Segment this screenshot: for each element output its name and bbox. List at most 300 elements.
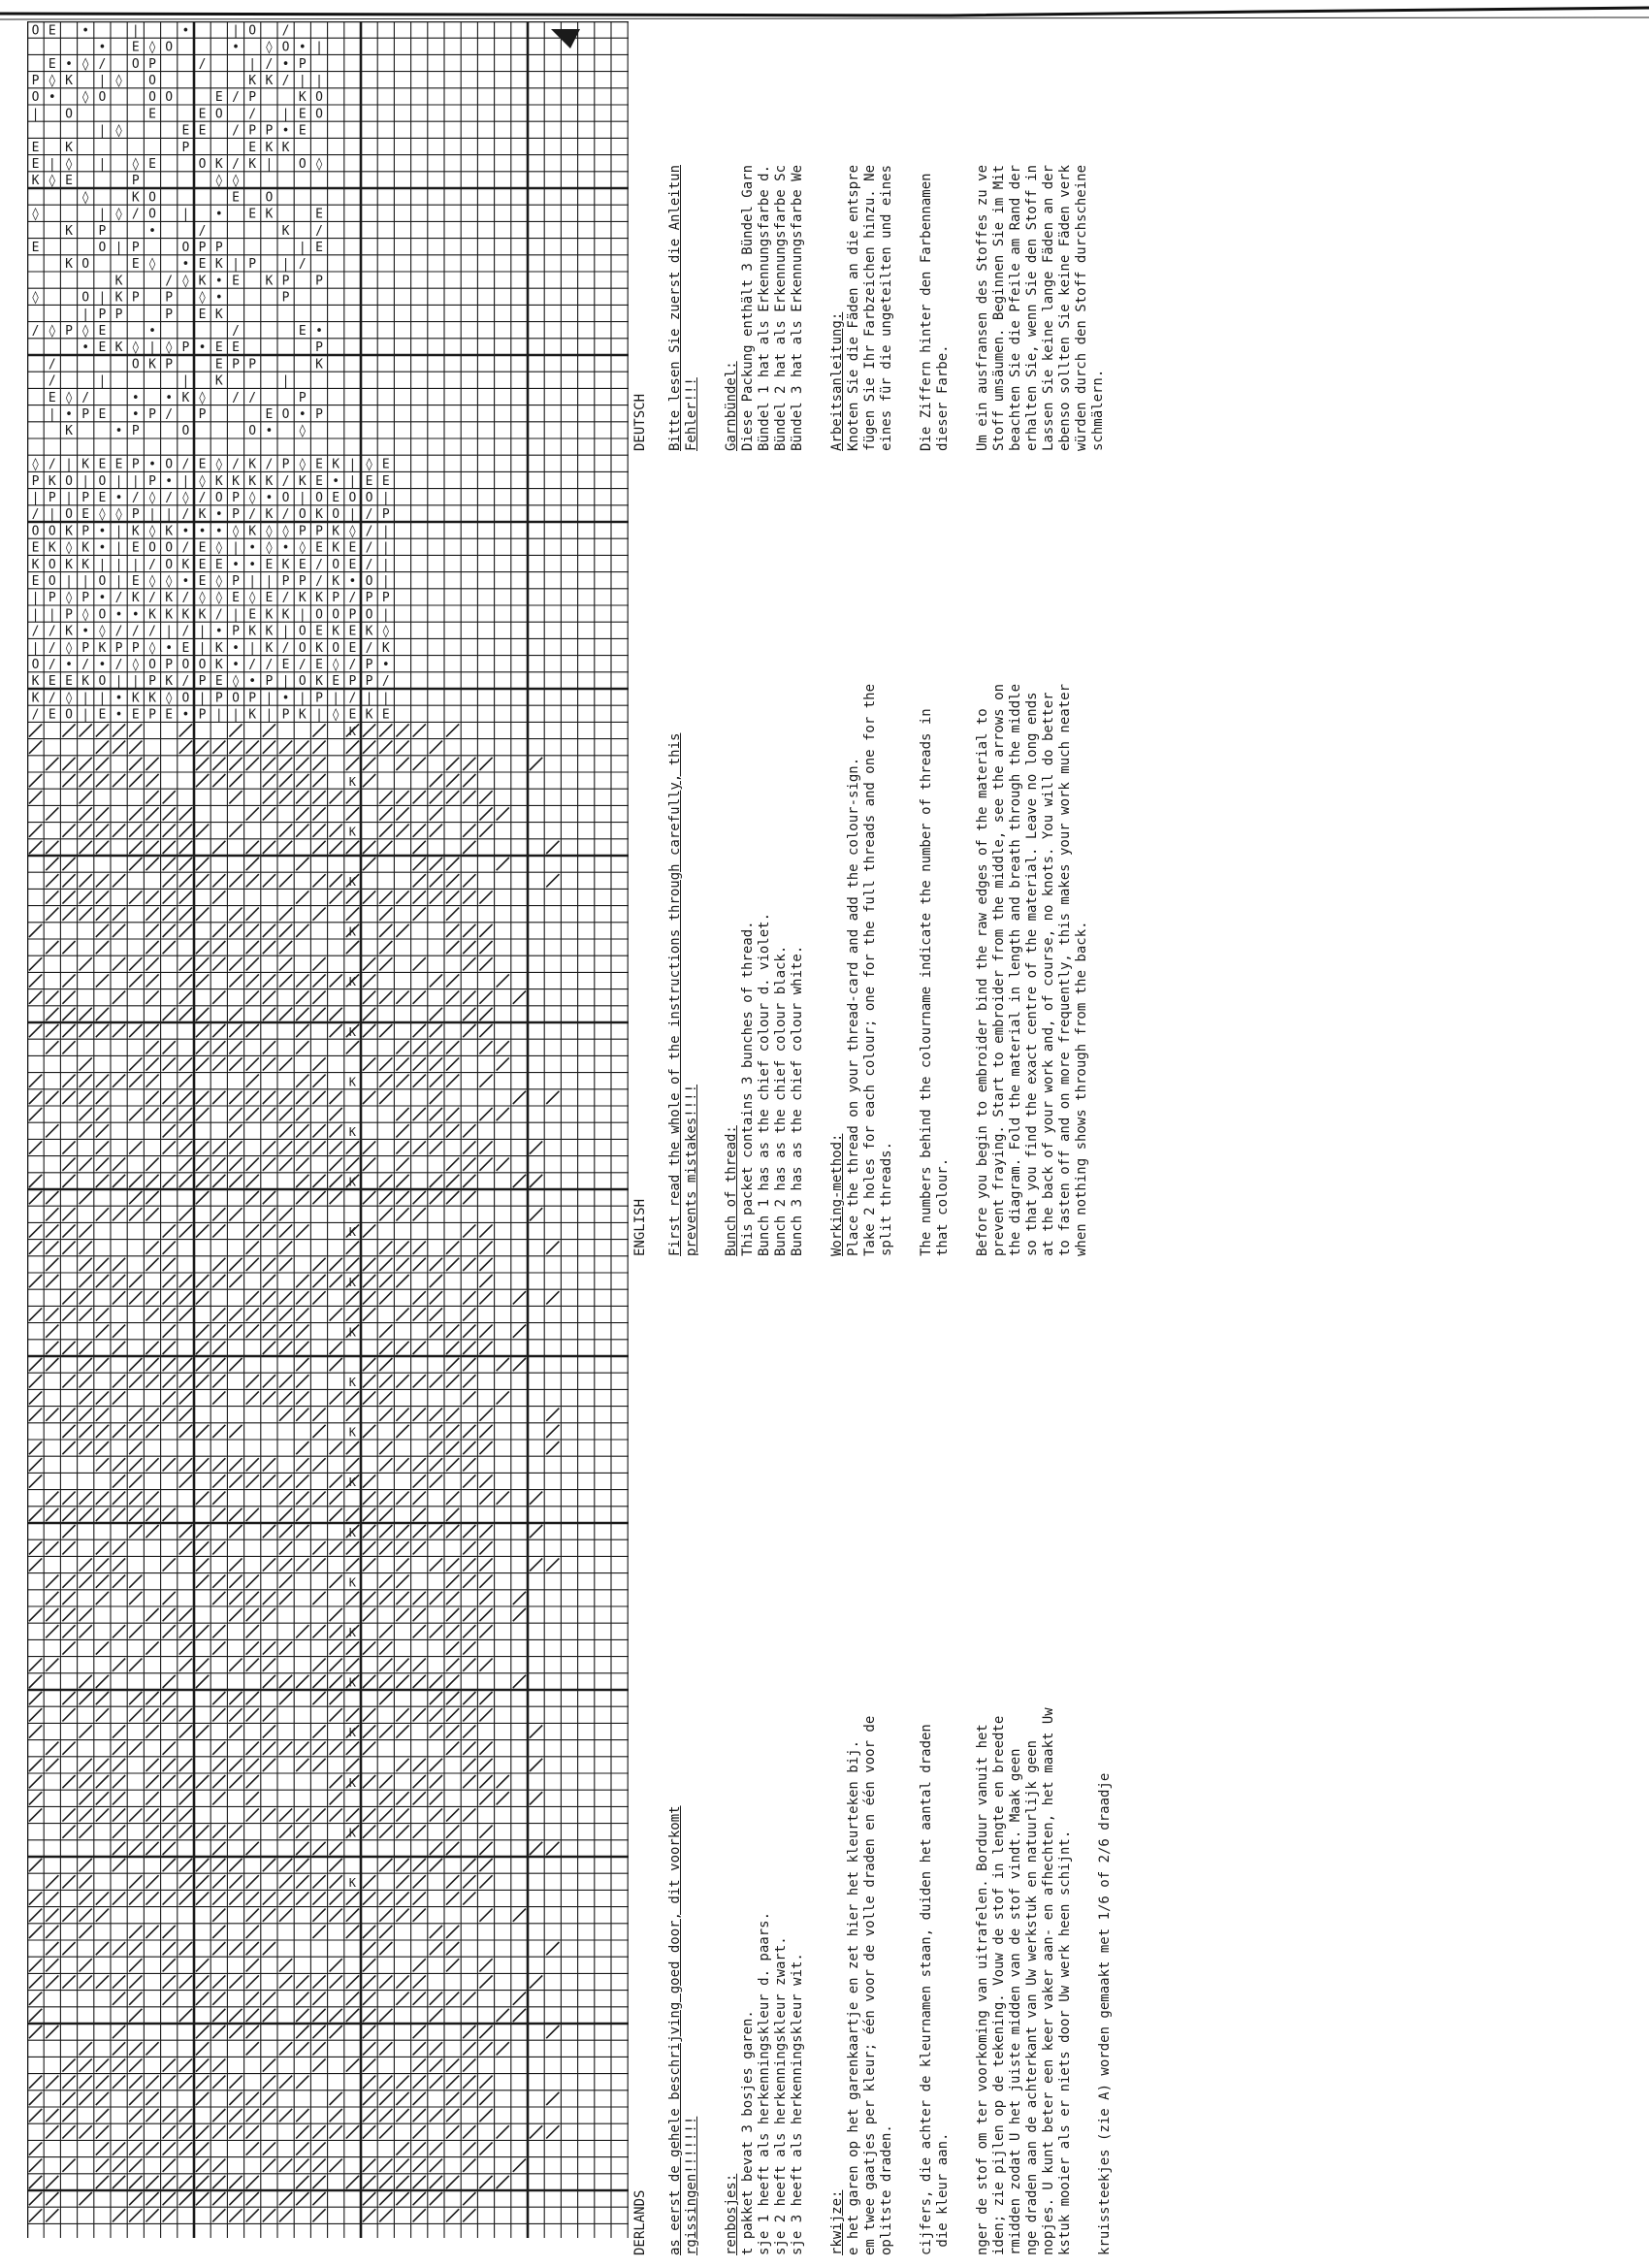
chart-symbol: | [98,123,107,139]
chart-symbol: K [348,774,357,789]
chart-symbol: K [81,674,90,690]
chart-symbol: O [81,290,90,306]
chart-symbol: | [265,157,274,172]
chart-symbol: K [148,607,156,623]
chart-symbol: K [248,707,257,723]
chart-symbol: ◊ [381,624,390,639]
dutch-heading: DERLANDS [632,2189,648,2255]
chart-symbol: ◊ [148,574,156,589]
english-intro [667,558,700,1256]
chart-symbol: ◊ [81,607,90,623]
chart-symbol: | [348,507,357,523]
chart-symbol: / [181,457,190,472]
chart-symbol: E [65,674,73,690]
chart-symbol: | [298,74,307,88]
chart-symbol: E [65,174,73,189]
chart-symbol: / [365,540,373,556]
chart-symbol: K [114,274,123,289]
chart-symbol: O [214,107,223,122]
chart-symbol: P [232,357,240,373]
chart-symbol: O [198,658,207,672]
chart-symbol: K [332,624,340,639]
chart-symbol: / [48,373,56,389]
chart-symbol: O [65,107,73,122]
chart-symbol: O [65,707,73,723]
chart-symbol: • [214,524,223,539]
chart-symbol: ◊ [114,507,123,523]
chart-symbol: P [232,624,240,639]
chart-symbol: K [298,707,307,723]
chart-symbol: P [365,674,373,690]
chart-symbol: | [298,241,307,255]
text-line: beachten Sie die Pfeile am Rand der [1008,164,1023,451]
dutch-numbers [919,1557,952,2255]
chart-symbol: ◊ [148,491,156,505]
text-line: Take 2 holes for each colour; one for the full threads and one for the [862,683,878,1256]
chart-symbol: O [332,607,340,623]
chart-symbol: ◊ [348,524,357,539]
chart-symbol: K [265,507,274,523]
text-line: prevent fraying. Start to embroider from the middle, see the arrows on [991,683,1007,1256]
chart-symbol: K [348,825,357,839]
chart-symbol: | [48,507,56,523]
chart-symbol: P [315,691,323,706]
chart-symbol: / [248,658,257,672]
chart-symbol: ◊ [98,507,107,523]
chart-symbol: K [214,473,223,489]
chart-symbol: • [198,524,207,539]
english-method [829,558,895,1256]
chart-symbol: ◊ [265,524,274,539]
chart-symbol: K [65,74,73,88]
chart-symbol: ◊ [315,157,323,172]
chart-symbol: P [131,424,140,439]
text-line: würden durch den Stoff durchscheine [1074,164,1089,451]
chart-symbol: / [232,90,240,106]
intro-line: Fehler!!! [684,377,699,451]
text-line: sje 1 heeft als herkenningskleur d. paars. [757,1911,772,2255]
chart-symbol: O [348,491,357,505]
chart-symbol: / [348,691,357,706]
text-line: dieser Farbe. [935,344,951,451]
chart-symbol: | [381,574,390,589]
chart-symbol: | [98,207,107,222]
chart-symbol: K [248,74,257,88]
chart-symbol: P [181,140,190,155]
chart-symbol: • [65,56,73,72]
chart-symbol: O [298,624,307,639]
chart-symbol: / [48,624,56,639]
chart-symbol: K [265,640,274,656]
chart-symbol: ◊ [198,290,207,306]
chart-symbol: K [332,574,340,589]
chart-symbol: | [98,691,107,706]
chart-symbol: K [48,540,56,556]
chart-symbol: / [348,591,357,606]
chart-symbol: P [332,591,340,606]
chart-symbol: • [114,607,123,623]
chart-symbol: E [31,574,40,589]
chart-symbol: E [131,574,140,589]
chart-symbol: • [65,407,73,422]
chart-symbol: / [365,524,373,539]
chart-symbol: | [181,473,190,489]
chart-symbol: • [214,624,223,639]
chart-symbol: ◊ [114,207,123,222]
chart-symbol: O [148,540,156,556]
chart-symbol: P [81,640,90,656]
chart-symbol: P [198,674,207,690]
chart-symbol: / [265,56,274,72]
text-line: sje 3 heeft als herkenningskleur wit. [790,1953,805,2255]
chart-symbol: | [81,307,90,322]
text-line: the diagram. Fold the material in length and breath through the middle [1008,683,1023,1256]
chart-symbol: E [198,307,207,322]
chart-symbol: • [165,473,174,489]
chart-symbol: • [248,674,257,690]
chart-symbol: | [31,607,40,623]
chart-symbol: ◊ [48,74,56,88]
chart-symbol: • [232,658,240,672]
chart-symbol: • [131,407,140,422]
chart-symbol: | [48,157,56,172]
text-line: Bündel 2 hat als Erkennungsfarbe Sc [773,164,789,451]
chart-symbol: E [214,90,223,106]
chart-symbol: K [98,640,107,656]
chart-symbol: ◊ [214,174,223,189]
chart-symbol: | [114,674,123,690]
chart-symbol: E [232,591,240,606]
chart-symbol: P [165,307,174,322]
chart-symbol: E [114,457,123,472]
dutch-cross [1097,1557,1114,2255]
chart-symbol: K [65,624,73,639]
chart-symbol: | [298,491,307,505]
chart-symbol: • [181,707,190,723]
chart-symbol: K [348,1475,357,1490]
instructions-rotated [630,24,1329,2255]
chart-symbol: E [48,23,56,39]
chart-symbol: • [198,340,207,356]
chart-symbol: O [265,190,274,206]
chart-symbol: O [98,674,107,690]
chart-symbol: / [365,507,373,523]
chart-symbol: K [348,1826,357,1840]
chart-symbol: E [148,107,156,122]
chart-symbol: O [31,23,40,39]
chart-symbol: E [348,540,357,556]
chart-symbol: E [131,257,140,273]
chart-symbol: | [265,691,274,706]
chart-symbol: P [31,74,40,88]
intro-line: as eerst de gehele beschrijving goed door, dit voorkomt [667,1805,683,2255]
text-line: when nothing shows through from the back. [1074,921,1089,1256]
chart-symbol: O [248,424,257,439]
chart-symbol: K [348,1626,357,1639]
text-line: Bündel 1 hat als Erkennungsfarbe d. [757,164,772,451]
chart-symbol: O [315,491,323,505]
chart-symbol: K [198,507,207,523]
chart-symbol: P [315,274,323,289]
chart-symbol: P [365,591,373,606]
chart-symbol: / [315,557,323,572]
chart-symbol: O [48,557,56,572]
chart-symbol: | [65,491,73,505]
chart-symbol: ◊ [265,540,274,556]
section-heading: Bunch of thread: [724,1125,739,1256]
chart-symbol: | [232,540,240,556]
chart-symbol: K [265,607,274,623]
chart-symbol: | [148,507,156,523]
chart-symbol: | [381,540,390,556]
chart-symbol: O [232,691,240,706]
text-line: Bunch 3 has as the chief colour white. [790,945,805,1256]
chart-symbol: O [181,241,190,255]
chart-symbol: K [165,591,174,606]
chart-symbol: E [248,140,257,155]
chart-symbol: O [148,74,156,88]
chart-symbol: | [31,640,40,656]
chart-symbol: O [48,574,56,589]
chart-symbol: E [214,557,223,572]
chart-symbol: ◊ [214,457,223,472]
chart-symbol: • [114,491,123,505]
chart-symbol: K [298,591,307,606]
chart-symbol: | [114,540,123,556]
chart-symbol: / [181,507,190,523]
chart-symbol: E [198,574,207,589]
chart-symbol: | [198,691,207,706]
chart-symbol: P [248,357,257,373]
chart-symbol: P [265,123,274,139]
chart-symbol: K [298,90,307,106]
chart-symbol: E [265,557,274,572]
chart-symbol: ◊ [65,591,73,606]
chart-symbol: E [98,707,107,723]
chart-symbol: K [348,1225,357,1240]
chart-symbol: ◊ [165,574,174,589]
chart-symbol: P [148,473,156,489]
chart-symbol: P [298,574,307,589]
chart-symbol: E [298,123,307,139]
chart-symbol: E [281,658,290,672]
chart-symbol: E [315,241,323,255]
text-line: so that you find the exact centre of the material. Leave no long ends [1024,692,1040,1256]
text-line: erhalten Sie, wenn Sie den Stoff in [1024,164,1040,451]
chart-symbol: / [214,607,223,623]
chart-symbol: ◊ [148,640,156,656]
chart-symbol: | [98,74,107,88]
text-line: nge draden aan de achterkant van Uw werkstuk en natuurlijk geen [1024,1739,1040,2255]
chart-symbol: • [348,574,357,589]
chart-symbol: ◊ [81,190,90,206]
chart-symbol: E [31,157,40,172]
chart-symbol: O [181,658,190,672]
chart-symbol: / [265,457,274,472]
chart-symbol: P [131,507,140,523]
chart-symbol: ◊ [114,74,123,88]
chart-symbol: P [81,407,90,422]
chart-symbol: | [281,257,290,273]
section-heading: Arbeitsanleitung: [829,311,845,451]
chart-symbol: E [98,491,107,505]
chart-symbol: K [131,190,140,206]
chart-symbol: / [148,624,156,639]
german-heading: DEUTSCH [632,393,648,451]
chart-symbol: / [281,473,290,489]
chart-symbol: • [98,658,107,672]
chart-symbol: ◊ [131,658,140,672]
chart-symbol: E [214,674,223,690]
chart-symbol: • [181,23,190,39]
chart-symbol: E [232,340,240,356]
text-line: die kleur aan. [935,2132,951,2255]
dutch-instructions [630,1557,1137,2255]
chart-symbol: | [31,591,40,606]
chart-symbol: O [315,107,323,122]
chart-symbol: ◊ [232,524,240,539]
chart-symbol: / [181,674,190,690]
chart-symbol: K [348,1125,357,1139]
chart-symbol: E [48,56,56,72]
chart-symbol: | [181,207,190,222]
chart-symbol: ◊ [281,524,290,539]
chart-symbol: K [31,174,40,189]
chart-symbol: K [348,725,357,739]
chart-symbol: K [348,924,357,939]
text-line: to fasten off and on more frequently, this makes your work much neater [1057,683,1073,1256]
chart-symbol: K [381,640,390,656]
chart-symbol: P [81,591,90,606]
english-bundles [724,558,806,1256]
chart-symbol: K [348,1525,357,1539]
chart-symbol: O [165,457,174,472]
chart-symbol: O [248,23,257,39]
chart-symbol: | [381,557,390,572]
chart-symbol: • [114,707,123,723]
chart-symbol: E [198,257,207,273]
chart-symbol: P [181,340,190,356]
chart-symbol: P [265,674,274,690]
chart-symbol: K [248,524,257,539]
chart-symbol: | [98,557,107,572]
chart-symbol: E [298,557,307,572]
chart-symbol: • [248,557,257,572]
chart-symbol: K [315,357,323,373]
chart-symbol: / [131,207,140,222]
chart-symbol: ◊ [181,274,190,289]
chart-symbol: ◊ [214,591,223,606]
chart-symbol: P [248,691,257,706]
chart-symbol: • [214,507,223,523]
chart-symbol: K [65,140,73,155]
chart-symbol: ◊ [81,90,90,106]
chart-symbol: K [348,1726,357,1740]
chart-symbol: / [248,390,257,405]
dutch-method [829,1557,895,2255]
chart-symbol: / [248,507,257,523]
text-line: The numbers behind the colourname indicate the number of threads in [919,708,934,1256]
chart-symbol: E [232,274,240,289]
chart-symbol: K [348,875,357,889]
chart-symbol: E [348,624,357,639]
chart-symbol: O [281,491,290,505]
chart-symbol: • [98,540,107,556]
chart-symbol: K [348,1325,357,1340]
chart-symbol: • [131,607,140,623]
chart-symbol: / [232,324,240,339]
chart-symbol: O [332,507,340,523]
chart-symbol: K [65,557,73,572]
chart-symbol: K [348,975,357,989]
chart-symbol: E [148,157,156,172]
chart-symbol: K [365,707,373,723]
chart-symbol: • [232,640,240,656]
chart-symbol: K [81,540,90,556]
chart-symbol: E [315,624,323,639]
section-heading: Garnbündel: [724,361,739,451]
chart-symbol: K [248,624,257,639]
chart-symbol: P [98,307,107,322]
chart-symbol: O [332,640,340,656]
chart-symbol: E [98,407,107,422]
chart-symbol: K [248,457,257,472]
chart-symbol: K [315,640,323,656]
chart-symbol: P [148,407,156,422]
chart-symbol: • [232,557,240,572]
chart-symbol: O [98,574,107,589]
chart-symbol: | [131,557,140,572]
chart-symbol: / [148,591,156,606]
chart-symbol: • [265,491,274,505]
chart-symbol: K [65,524,73,539]
text-line: Lassen Sie keine lange Fäden an der [1041,164,1056,451]
text-line: Die Ziffern hinter den Farbennamen [919,173,934,451]
chart-symbol: | [232,23,240,39]
intro-line: prevents mistakes!!!! [684,1084,699,1256]
chart-symbol: | [198,624,207,639]
chart-symbol: | [298,607,307,623]
chart-symbol: • [298,40,307,55]
text-line: iden; zie pijlen op de tekening. Vouw de stof in lengte en breedte [991,1715,1007,2255]
chart-symbol: / [131,624,140,639]
chart-symbol: | [31,107,40,122]
chart-symbol: • [98,524,107,539]
chart-symbol: O [181,691,190,706]
chart-symbol: | [365,691,373,706]
chart-symbol: P [298,524,307,539]
chart-symbol: | [81,574,90,589]
chart-symbol: / [31,624,40,639]
chart-symbol: / [31,507,40,523]
chart-symbol: O [165,540,174,556]
text-line: kruissteekjes (zie A) worden gemaakt met 1/6 of 2/6 draadje [1097,1772,1113,2255]
chart-symbol: • [281,56,290,72]
chart-symbol: O [31,90,40,106]
chart-symbol: O [98,241,107,255]
chart-symbol: ◊ [31,207,40,222]
chart-symbol: / [198,491,207,505]
chart-symbol: K [298,473,307,489]
chart-symbol: | [98,373,107,389]
chart-symbol: E [214,357,223,373]
chart-symbol: K [131,691,140,706]
chart-symbol: • [281,691,290,706]
chart-symbol: K [31,674,40,690]
chart-symbol: | [98,157,107,172]
chart-symbol: ◊ [81,324,90,339]
chart-symbol: • [81,624,90,639]
